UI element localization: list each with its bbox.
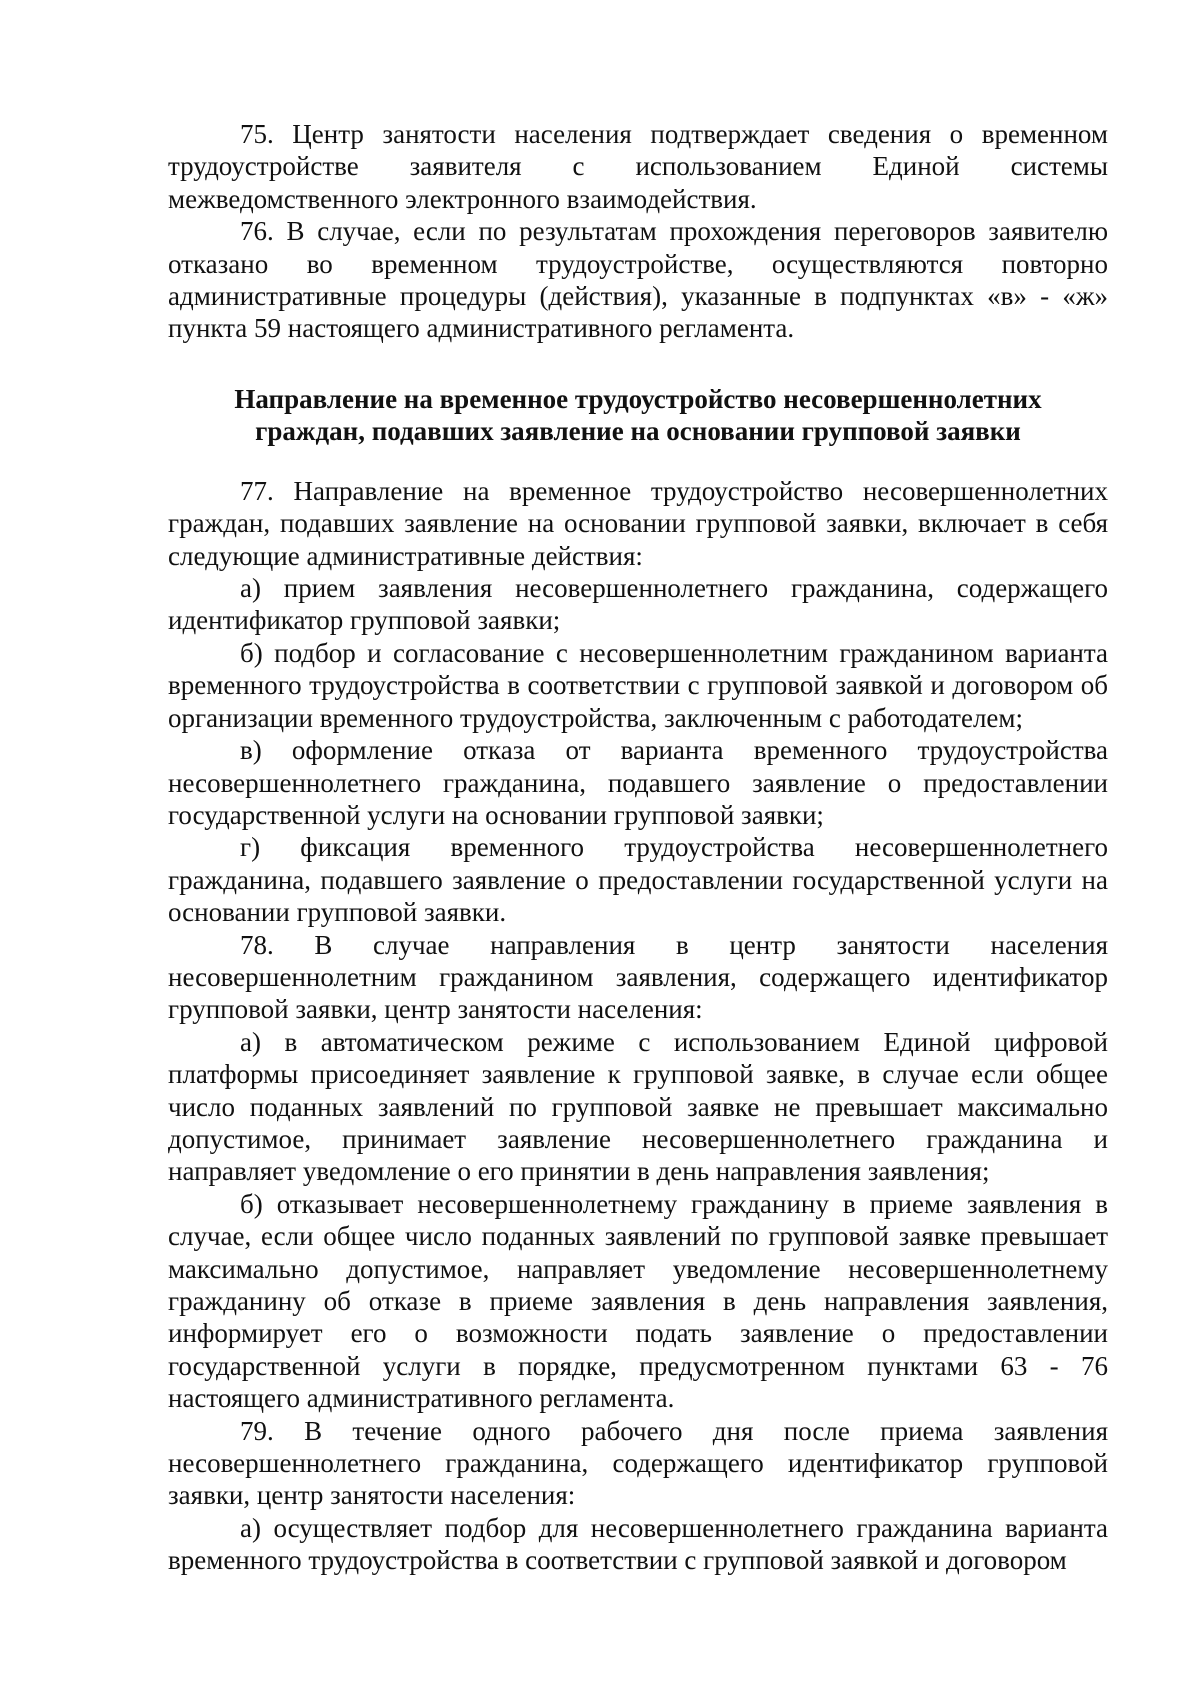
- paragraph-79: 79. В течение одного рабочего дня после приема заявления несовершеннолетнего гражданина, содержащего идентификатор групповой заявки, центр занятости населения:: [168, 1415, 1108, 1511]
- paragraph-78-item-b: б) отказывает несовершеннолетнему гражданину в приеме заявления в случае, если общее число поданных заявлений по групповой заявке превышает максимально допустимое, направляет уведомление несовершеннолетнему гражданину об отказе в приеме заявления в день направления заявления, информирует его о возможности подать заявление о предоставлении государственной услуги в порядке, предусмотренном пунктами 63 - 76 настоящего административного регламента.: [168, 1188, 1108, 1414]
- paragraph-78: 78. В случае направления в центр занятости населения несовершеннолетним гражданином заявления, содержащего идентификатор групповой заявки, центр занятости населения:: [168, 929, 1108, 1025]
- paragraph-78-item-a: а) в автоматическом режиме с использованием Единой цифровой платформы присоединяет заявление к групповой заявке, в случае если общее число поданных заявлений по групповой заявке не превышает максимально допустимое, принимает заявление несовершеннолетнего гражданина и направляет уведомление о его принятии в день направления заявления;: [168, 1026, 1108, 1187]
- section-heading-line-2: граждан, подавших заявление на основании групповой заявки: [255, 415, 1021, 446]
- paragraph-77-item-a: а) прием заявления несовершеннолетнего гражданина, содержащего идентификатор групповой заявки;: [168, 573, 1108, 636]
- paragraph-77: 77. Направление на временное трудоустройство несовершеннолетних граждан, подавших заявление на основании групповой заявки, включает в себя следующие административные действия:: [168, 475, 1108, 571]
- document-body: [168, 118, 1108, 1577]
- section-heading-line-1: Направление на временное трудоустройство несовершеннолетних: [234, 383, 1042, 414]
- paragraph-77-item-g: г) фиксация временного трудоустройства несовершеннолетнего гражданина, подавшего заявление о предоставлении государственной услуги на основании групповой заявки.: [168, 832, 1108, 928]
- paragraph-77-item-v: в) оформление отказа от варианта временного трудоустройства несовершеннолетнего гражданина, подавшего заявление о предоставлении государственной услуги на основании групповой заявки;: [168, 735, 1108, 830]
- paragraph-75: 75. Центр занятости населения подтверждает сведения о временном трудоустройстве заявителя с использованием Единой системы межведомственного электронного взаимодействия.: [168, 119, 1108, 214]
- paragraph-79-item-a: а) осуществляет подбор для несовершеннолетнего гражданина варианта временного трудоустройства в соответствии с групповой заявкой и договором: [168, 1512, 1108, 1576]
- section-heading: [168, 383, 1108, 447]
- paragraph-76: 76. В случае, если по результатам прохождения переговоров заявителю отказано во временном трудоустройстве, осуществляются повторно административные процедуры (действия), указанные в подпунктах «в» - «ж» пункта 59 настоящего административного регламента.: [168, 216, 1108, 344]
- paragraph-77-item-b: б) подбор и согласование с несовершеннолетним гражданином варианта временного трудоустройства в соответствии с групповой заявкой и договором об организации временного трудоустройства, заключенным с работодателем;: [168, 637, 1108, 733]
